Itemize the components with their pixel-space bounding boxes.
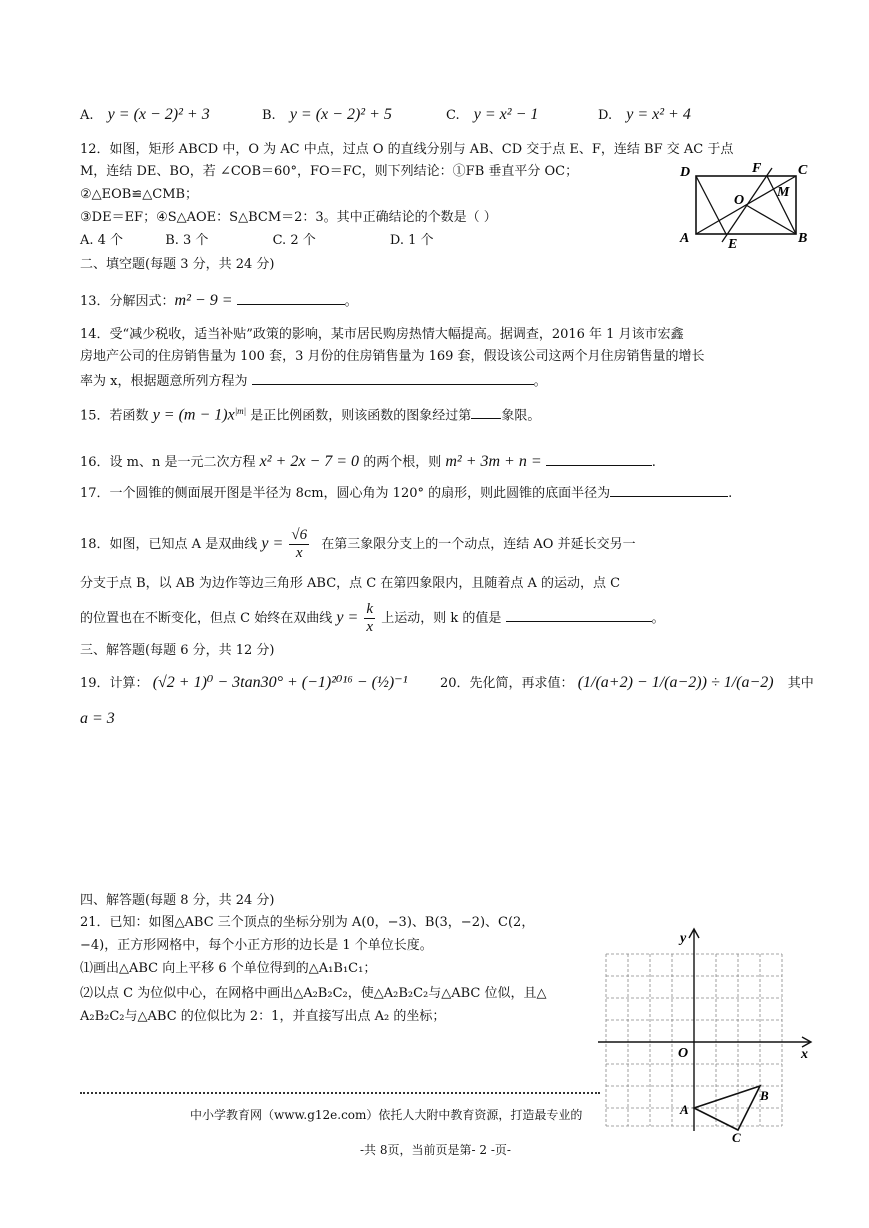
q14-line-3-text: 率为 x，根据题意所列方程为 [80, 374, 248, 389]
q11-option-c [446, 106, 538, 125]
q11-options [80, 106, 210, 125]
q17-text: 17．一个圆锥的侧面展开图是半径为 8cm，圆心角为 120° 的扇形，则此圆锥的底面半径为 [80, 486, 611, 501]
q14-suffix: 。 [533, 374, 547, 389]
q14-line-1: 14．受“减少税收，适当补贴”政策的影响，某市居民购房热情大幅提高。据调查，2016 年 1 月该市宏鑫 [80, 327, 684, 342]
q18-line-1 [80, 524, 636, 565]
q11-option-d-expr: y = x² + 4 [626, 106, 691, 123]
q18-answer-blank[interactable] [506, 607, 652, 622]
label-o: O [734, 193, 745, 208]
point-c-label: C [732, 1130, 741, 1145]
footer-divider [80, 1092, 600, 1094]
x-axis-label: x [801, 1047, 808, 1062]
point-a-label: A [680, 1102, 689, 1117]
q12-option-c: C. 2 个 [272, 233, 316, 248]
q15-answer-blank[interactable] [471, 404, 501, 419]
q12-line-4: ③DE＝EF；④S△AOE：S△BCM＝2：3。其中正确结论的个数是（ ） [80, 210, 497, 225]
q11-option-c-label: C. [446, 108, 460, 123]
q12-line-3: ②△EOB≌△CMB； [80, 187, 199, 202]
q16-prefix: 16．设 m、n 是一元二次方程 [80, 455, 256, 470]
q11-option-d [598, 106, 691, 125]
point-b-label: B [760, 1088, 769, 1103]
q18-k-denominator: x [366, 619, 374, 635]
q11-option-d-label: D. [598, 108, 613, 123]
q21-line-1: 21．已知：如图△ABC 三个顶点的坐标分别为 A(0，−3)、B(3，−2)、C(2， [80, 915, 535, 930]
q11-option-c-expr: y = x² − 1 [473, 106, 539, 123]
q21-line-4: ⑵以点 C 为位似中心，在网格中画出△A₂B₂C₂，使△A₂B₂C₂与△ABC 位似，且△ [80, 986, 547, 1001]
q11-option-a-expr: y = (x − 2)² + 3 [107, 106, 210, 123]
section-4-heading: 四、解答题(每题 8 分，共 24 分) [80, 893, 275, 908]
q18-line-3-mid: 上运动，则 k 的值是 [381, 611, 502, 626]
q17-answer-blank[interactable] [610, 482, 728, 497]
q18-prefix: 18．如图，已知点 A 是双曲线 [80, 537, 258, 552]
q17 [80, 482, 732, 503]
q20 [440, 674, 814, 693]
q18-fraction-denominator: x [295, 545, 303, 561]
label-b: B [798, 231, 808, 246]
q18-y-eq-2: y = [336, 609, 359, 626]
q12-line-2: M，连结 DE、BO，若 ∠COB＝60°，FO＝FC，则下列结论：①FB 垂直平分 OC； [80, 164, 579, 179]
q18-after: 在第三象限分支上的一个动点，连结 AO 并延长交另一 [321, 537, 636, 552]
section-2-heading: 二、填空题(每题 3 分，共 24 分) [80, 257, 275, 272]
q18-line-3 [80, 598, 665, 639]
q16-answer-blank[interactable] [546, 451, 652, 466]
q12-option-d: D. 1 个 [389, 233, 434, 248]
label-e: E [728, 237, 738, 252]
q14-answer-blank[interactable] [252, 370, 534, 385]
q16-suffix: . [651, 455, 656, 470]
q20-given-value: a = 3 [80, 710, 115, 727]
q16-expression: m² + 3m + n = [445, 453, 542, 470]
y-axis-label: y [680, 931, 687, 946]
q16 [80, 451, 656, 472]
label-a: A [680, 231, 690, 246]
q15 [80, 402, 540, 425]
q13-suffix: 。 [344, 294, 358, 309]
label-c: C [798, 163, 808, 178]
q18-k-numerator: k [366, 601, 374, 617]
q20-suffix: 其中 [787, 676, 814, 691]
q13-prefix: 13．分解因式： [80, 294, 175, 309]
q11-option-a-label: A. [80, 108, 94, 123]
q18-line-3-prefix: 的位置也在不断变化，但点 C 始终在双曲线 [80, 611, 333, 626]
q12-rectangle-figure [676, 158, 816, 254]
q18-y-eq: y = [261, 535, 284, 552]
q14-line-2: 房地产公司的住房销售量为 100 套，3 月份的住房销售量为 169 套，假设该公司这两个月住房销售量的增长 [80, 349, 705, 364]
q15-exponent: |m| [234, 406, 247, 416]
origin-label: O [678, 1046, 689, 1061]
q19 [80, 674, 408, 693]
q17-suffix: . [728, 486, 733, 501]
q11-option-b [262, 106, 392, 125]
q20-prefix: 20．先化简，再求值： [440, 676, 574, 691]
q12-line-1: 12．如图，矩形 ABCD 中，O 为 AC 中点，过点 O 的直线分别与 AB、CD 交于点 E、F，连结 BF 交 AC 于点 [80, 142, 734, 157]
q21-line-5: A₂B₂C₂与△ABC 的位似比为 2：1，并直接写出点 A₂ 的坐标； [80, 1009, 446, 1024]
label-m: M [777, 185, 790, 200]
q19-prefix: 19．计算： [80, 676, 149, 691]
q18-fraction [289, 527, 309, 562]
q18-line-2: 分支于点 B，以 AB 为边作等边三角形 ABC，点 C 在第四象限内，且随着点 A 的运动，点 C [80, 576, 621, 591]
q14-line-3 [80, 370, 547, 391]
q13 [80, 290, 358, 311]
label-f: F [752, 161, 762, 176]
q15-prefix: 15．若函数 [80, 408, 149, 424]
q11-option-b-label: B. [262, 108, 276, 123]
footer-text: 中小学教育网（www.g12e.com）依托人大附中教育资源，打造最专业的 [190, 1108, 583, 1122]
q19-expression: (√2 + 1)⁰ − 3tan30° + (−1)²⁰¹⁶ − (½)⁻¹ [152, 674, 408, 691]
q13-answer-blank[interactable] [237, 290, 345, 305]
q18-fraction-numerator: √6 [291, 527, 308, 543]
q15-expr: y = (m − 1)x [152, 406, 235, 424]
q20-expression: (1/(a+2) − 1/(a−2)) ÷ 1/(a−2) [577, 674, 774, 691]
section-3-heading: 三、解答题(每题 6 分，共 12 分) [80, 643, 275, 658]
q12-option-a: A. 4 个 [80, 233, 124, 248]
label-d: D [680, 165, 691, 180]
q12-options [80, 232, 434, 250]
page-number: -共 8页，当前页是第- 2 -页- [360, 1143, 511, 1157]
q21-line-3: ⑴画出△ABC 向上平移 6 个单位得到的△A₁B₁C₁； [80, 961, 377, 976]
q21-line-2: −4)，正方形网格中，每个小正方形的边长是 1 个单位长度。 [80, 938, 433, 953]
q16-mid: 的两个根，则 [363, 455, 442, 470]
q12-option-b: B. 3 个 [165, 233, 209, 248]
q11-option-b-expr: y = (x − 2)² + 5 [289, 106, 392, 123]
q18-suffix: 。 [651, 611, 665, 626]
q15-suffix: 象限。 [501, 408, 541, 424]
q15-mid: 是正比例函数，则该函数的图象经过第 [250, 408, 472, 424]
q16-equation: x² + 2x − 7 = 0 [259, 453, 360, 470]
q18-k-fraction [364, 601, 375, 636]
q21-coordinate-grid [598, 926, 820, 1146]
q13-expr: m² − 9 = [174, 292, 233, 309]
